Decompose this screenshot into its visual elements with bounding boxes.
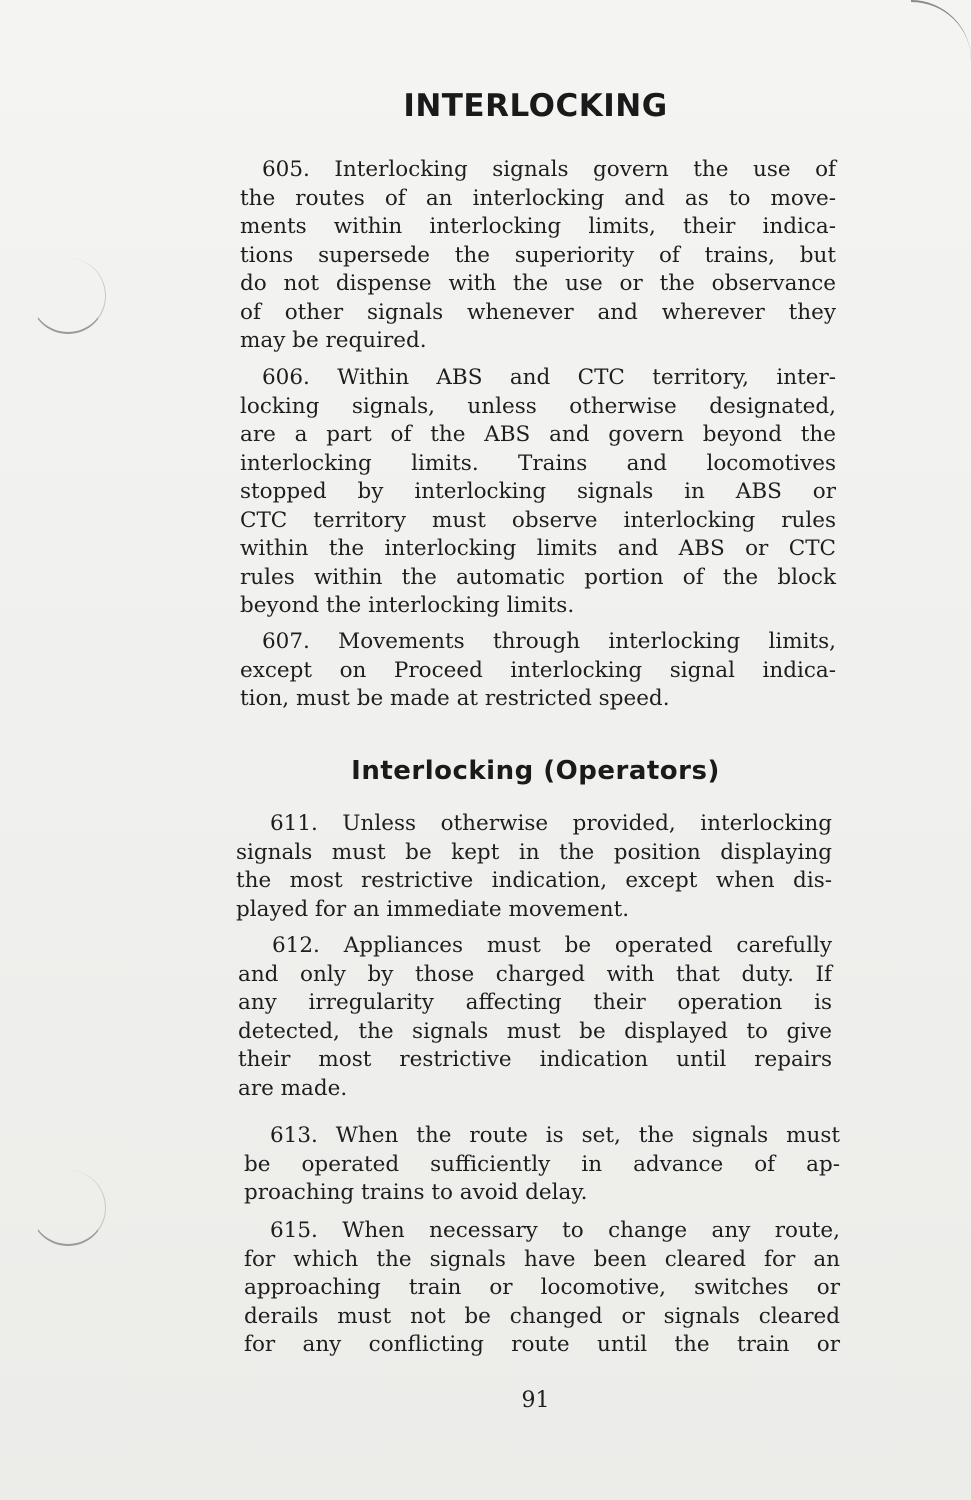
text-line: locking signals, unless otherwise designated, [240, 393, 836, 419]
text-line: 615. When necessary to change any route, [270, 1218, 840, 1243]
text-line: the routes of an interlocking and as to move- [240, 185, 836, 211]
text-line: 611. Unless otherwise provided, interlocking [270, 811, 832, 836]
page-corner-curl [911, 0, 971, 62]
text-line: 606. Within ABS and CTC territory, inter- [262, 365, 836, 390]
text-line: 612. Appliances must be operated carefully [272, 933, 832, 958]
text-line: tion, must be made at restricted speed. [240, 686, 670, 711]
text-line: do not dispense with the use or the observance [240, 271, 836, 296]
text-line: 613. When the route is set, the signals must [270, 1123, 840, 1148]
text-line: the most restrictive indication, except when dis- [236, 868, 832, 893]
text-line: tions supersede the superiority of trains, but [240, 242, 836, 268]
text-line: CTC territory must observe interlocking rules [240, 507, 836, 533]
text-line: their most restrictive indication until repairs [238, 1047, 832, 1072]
text-line: are made. [238, 1075, 348, 1101]
page-number: 91 [521, 1388, 550, 1413]
rule-612 [238, 932, 832, 1103]
rule-605 [240, 156, 836, 356]
text-line: played for an immediate movement. [236, 896, 630, 922]
rule-613 [244, 1122, 840, 1208]
text-line: for which the signals have been cleared for an [244, 1246, 840, 1272]
text-line: proaching trains to avoid delay. [244, 1180, 588, 1205]
text-line: are a part of the ABS and govern beyond the [240, 422, 836, 447]
section-subheading: Interlocking (Operators) [351, 756, 720, 786]
text-line: of other signals whenever and wherever they [240, 299, 836, 325]
text-line: except on Proceed interlocking signal indica- [240, 657, 836, 683]
text-line: 605. Interlocking signals govern the use of [262, 157, 836, 182]
rule-607 [240, 628, 836, 714]
text-line: any irregularity affecting their operation is [238, 990, 832, 1015]
rule-615 [244, 1217, 840, 1360]
section-heading: INTERLOCKING [403, 88, 668, 124]
text-line: stopped by interlocking signals in ABS or [240, 479, 836, 504]
text-line: within the interlocking limits and ABS or CTC [240, 536, 836, 561]
text-line: signals must be kept in the position displaying [236, 839, 832, 865]
text-line: approaching train or locomotive, switches or [244, 1275, 840, 1300]
text-line: may be required. [240, 328, 427, 353]
text-line: 607. Movements through interlocking limits, [262, 629, 836, 654]
text-line: interlocking limits. Trains and locomotives [240, 450, 836, 476]
text-line: beyond the interlocking limits. [240, 593, 575, 618]
text-line: be operated sufficiently in advance of ap- [244, 1151, 840, 1177]
rule-611 [236, 810, 832, 924]
text-line: rules within the automatic portion of the block [240, 564, 836, 590]
text-line: derails must not be changed or signals cleared [244, 1303, 840, 1329]
binder-hole-bottom [30, 1170, 106, 1246]
binder-hole-top [30, 258, 106, 334]
text-line: detected, the signals must be displayed to give [238, 1018, 832, 1044]
text-line: for any conflicting route until the train or [244, 1332, 840, 1357]
text-line: ments within interlocking limits, their indica- [240, 214, 836, 239]
rule-606 [240, 364, 836, 621]
text-line: and only by those charged with that duty. If [238, 961, 832, 987]
